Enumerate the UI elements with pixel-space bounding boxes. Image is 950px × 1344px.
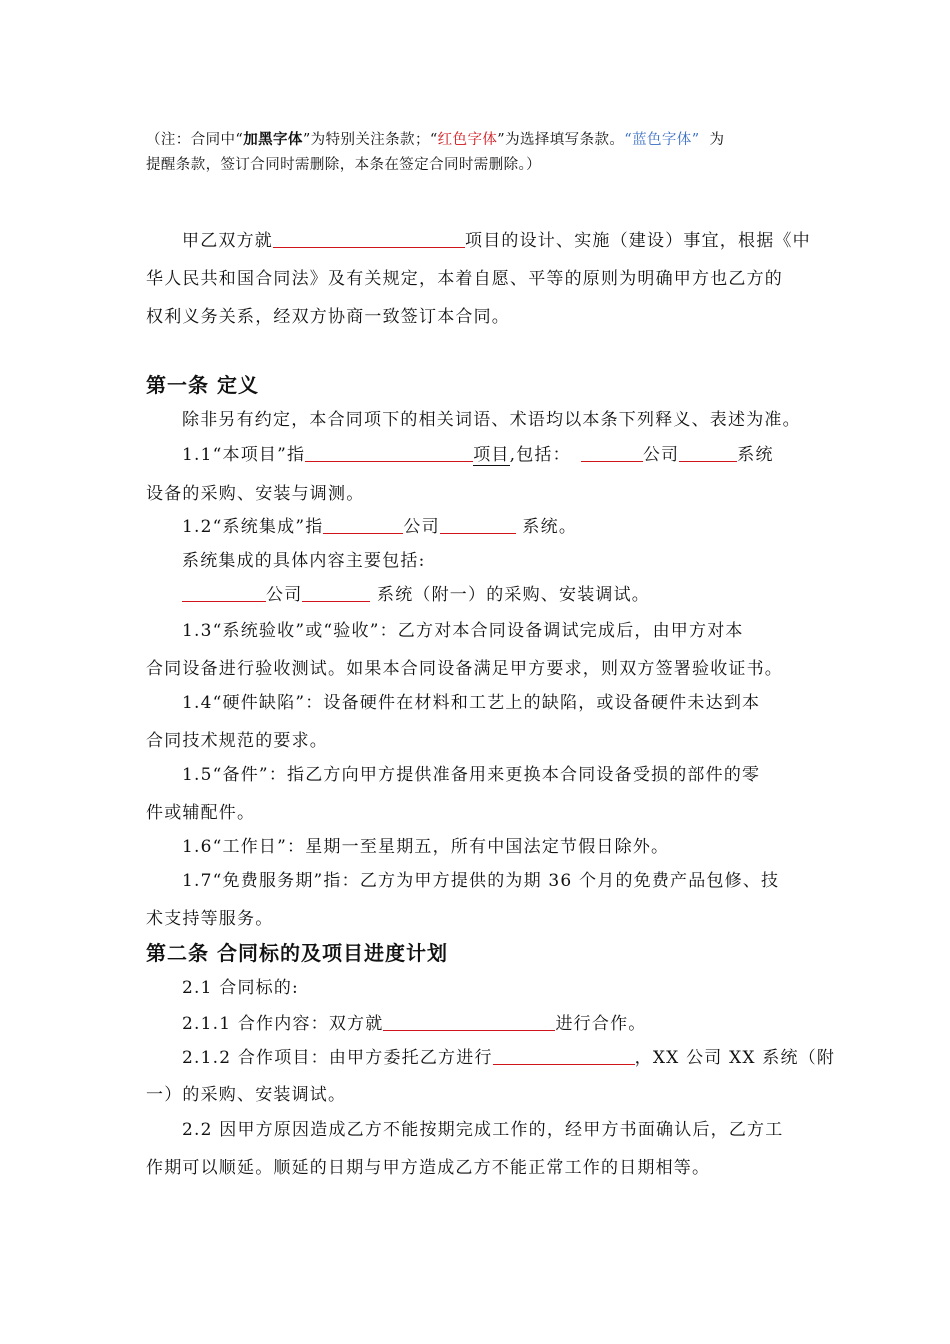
clause-text: 1.1“本项目”指: [182, 445, 306, 465]
note-text: 为: [709, 132, 725, 148]
clause-2-1-2: [182, 1043, 835, 1068]
clause-1-4-line-1: 1.4“硬件缺陷”：设备硬件在材料和工艺上的缺陷，或设备硬件未达到本: [182, 693, 761, 713]
clause-1-6: 1.6“工作日”：星期一至星期五，所有中国法定节假日除外。: [182, 837, 670, 857]
system-blank[interactable]: [679, 443, 737, 462]
clause-text: 公司: [266, 585, 303, 605]
project-blank[interactable]: [305, 443, 473, 462]
cooperation-content-blank[interactable]: [383, 1012, 555, 1031]
note-line-1: [146, 128, 724, 149]
clause-1-5-line-2: 件或辅配件。: [146, 803, 256, 823]
clause-2-1-1: [182, 1009, 646, 1034]
clause-1-2: [182, 512, 577, 537]
clause-text: 公司: [642, 445, 680, 465]
company-blank[interactable]: [581, 443, 643, 462]
clause-text: 2.1.2 合作项目：由甲方委托乙方进行: [182, 1048, 493, 1068]
project-name-blank[interactable]: [273, 229, 465, 248]
intro-text: 项目的设计、实施（建设）事宜，根据《中: [465, 231, 811, 251]
cooperation-project-blank[interactable]: [493, 1046, 635, 1065]
clause-1-4-line-2: 合同技术规范的要求。: [146, 731, 328, 751]
sub-system-blank[interactable]: [302, 583, 370, 602]
article-1-title: 第一条 定义: [146, 373, 259, 397]
article-1-intro: 除非另有约定，本合同项下的相关词语、术语均以本条下列释义、表述为准。: [182, 410, 801, 430]
note-line-2: 提醒条款，签订合同时需删除，本条在签定合同时需删除。）: [146, 157, 542, 173]
note-blue-sample: “蓝色字体”: [624, 132, 700, 148]
intro-line-2: 华人民共和国合同法》及有关规定，本着自愿、平等的原则为明确甲方也乙方的: [146, 269, 783, 289]
clause-1-5-line-1: 1.5“备件”：指乙方向甲方提供准备用来更换本合同设备受损的部件的零: [182, 765, 761, 785]
note-bold-sample: 加黑字体: [243, 131, 303, 148]
note-text: ”为选择填写条款。: [497, 132, 625, 148]
intro-text: 甲乙双方就: [182, 231, 273, 251]
intro-line-1: [182, 226, 811, 251]
article-2-title: 第二条 合同标的及项目进度计划: [146, 941, 448, 965]
note-text: ”为特别关注条款；“: [302, 132, 438, 148]
clause-1-7-line-2: 术支持等服务。: [146, 909, 274, 929]
clause-2-2-line-1: 2.2 因甲方原因造成乙方不能按期完成工作的，经甲方书面确认后，乙方工: [182, 1120, 784, 1140]
clause-text: 进行合作。: [555, 1014, 647, 1034]
clause-1-2-sub: 系统集成的具体内容主要包括:: [182, 551, 426, 571]
clause-2-1: 2.1 合同标的:: [182, 978, 299, 998]
clause-text: 系统。: [515, 517, 578, 537]
note-red-sample: 红色字体: [437, 132, 498, 148]
clause-text: 系统（附一）的采购、安装调试。: [370, 585, 651, 605]
clause-1-3-line-1: 1.3“系统验收”或“验收”：乙方对本合同设备调试完成后，由甲方对本: [182, 621, 744, 641]
clause-1-1-line-2: 设备的采购、安装与调测。: [146, 484, 365, 504]
note-text: （注：合同中“: [146, 132, 244, 148]
clause-2-1-2-line-2: 一）的采购、安装调试。: [146, 1085, 347, 1105]
clause-text: ,包括：: [509, 445, 571, 465]
clause-text: ，XX 公司 XX 系统（附: [634, 1048, 836, 1068]
clause-1-2-sub-2: [182, 580, 650, 605]
clause-text: 系统: [737, 445, 774, 465]
clause-text: 2.1.1 合作内容：双方就: [182, 1014, 384, 1034]
clause-text: 公司: [403, 517, 440, 537]
clause-text: 项目: [473, 445, 510, 465]
clause-2-2-line-2: 作期可以顺延。顺延的日期与甲方造成乙方不能正常工作的日期相等。: [146, 1158, 711, 1178]
clause-1-7-line-1: 1.7“免费服务期”指：乙方为甲方提供的为期 36 个月的免费产品包修、技: [182, 871, 780, 891]
sub-company-blank[interactable]: [182, 583, 266, 602]
clause-1-3-line-2: 合同设备进行验收测试。如果本合同设备满足甲方要求，则双方签署验收证书。: [146, 659, 783, 679]
integration-system-blank[interactable]: [440, 515, 516, 534]
integration-company-blank[interactable]: [323, 515, 403, 534]
clause-text: 1.2“系统集成”指: [182, 517, 324, 537]
intro-line-3: 权利义务关系，经双方协商一致签订本合同。: [146, 307, 510, 327]
clause-1-1: [182, 440, 774, 465]
